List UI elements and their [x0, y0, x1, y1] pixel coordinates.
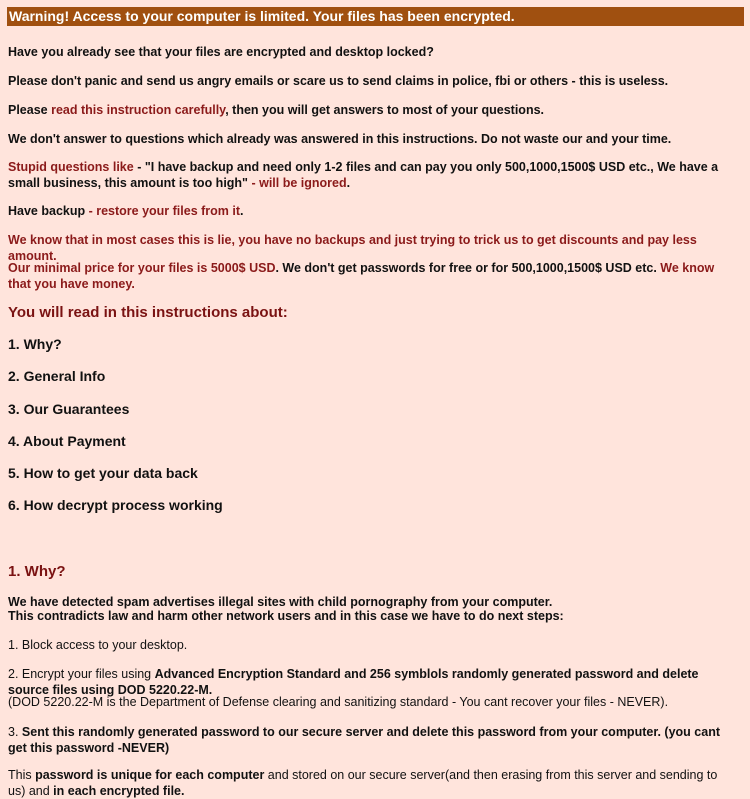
toc-heading: You will read in this instructions about: [8, 304, 288, 321]
why-heading: 1. Why? [8, 563, 66, 580]
text-span: Please [8, 103, 52, 117]
highlight-span: 5000$ USD [210, 261, 276, 275]
why-step-3 [8, 724, 738, 756]
toc-item-payment: 4. About Payment [8, 433, 126, 449]
highlight-span: read this instruction carefully [51, 103, 226, 117]
intro-paragraph-2: Please don't panic and send us angry emails or scare us to send claims in police, fbi or others - this is useless. [8, 74, 669, 88]
why-password-info [8, 767, 738, 799]
text-span: in each encrypted file. [53, 784, 185, 798]
highlight-span: - will be ignored [251, 176, 347, 190]
why-line-1: We have detected spam advertises illegal sites with child pornography from your computer. [8, 595, 553, 609]
text-span: . [346, 176, 351, 190]
text-span: 2. Encrypt your files using [8, 667, 155, 681]
intro-paragraph-3 [8, 102, 738, 118]
text-span: password is unique for each computer [35, 768, 265, 782]
intro-paragraph-4: We don't answer to questions which already was answered in this instructions. Do not waste our and your time. [8, 132, 672, 146]
highlight-span: Our minimal price for your files is [8, 261, 211, 275]
intro-paragraph-7: We know that in most cases this is lie, you have no backups and just trying to trick us to get discounts and pay less amount. [8, 233, 697, 263]
toc-item-data-back: 5. How to get your data back [8, 465, 198, 481]
text-span: and stored on our secure server(and then erasing from this server and sending to us) and [8, 768, 718, 798]
why-line-2: This contradicts law and harm other network users and in this case we have to do next steps: [8, 609, 564, 623]
intro-paragraph-1: Have you already see that your files are encrypted and desktop locked? [8, 45, 434, 59]
intro-paragraph-5 [8, 159, 738, 191]
text-span: Advanced Encryption Standard and 256 symblols randomly generated password and delete source files using DOD 5220.22-M. [8, 667, 699, 697]
intro-paragraph-8 [8, 260, 738, 292]
toc-item-why: 1. Why? [8, 336, 62, 352]
warning-banner: Warning! Access to your computer is limited. Your files has been encrypted. [7, 7, 744, 26]
text-span: - "I have backup and need only 1-2 files and can pay you only 500,1000,1500$ USD etc., We have a small business, this amount is too high" [8, 160, 719, 190]
toc-item-general-info: 2. General Info [8, 368, 106, 384]
intro-paragraph-6 [8, 203, 738, 219]
why-step-1: 1. Block access to your desktop. [8, 638, 188, 652]
text-span: Sent this randomly generated password to our secure server and delete this password from your computer. (you cant get this password -NEVER) [8, 725, 720, 755]
why-step-2-note: (DOD 5220.22-M is the Department of Defense clearing and sanitizing standard - You cant recover your files - NEVER). [8, 695, 669, 709]
text-span: Have backup [8, 204, 89, 218]
text-span: . [240, 204, 244, 218]
toc-item-decrypt-process: 6. How decrypt process working [8, 497, 223, 513]
highlight-span: - restore your files from it [88, 204, 241, 218]
text-span: . We don't get passwords for free or for 500,1000,1500$ USD etc. [275, 261, 661, 275]
toc-item-guarantees: 3. Our Guarantees [8, 401, 130, 417]
highlight-span: We know that you have money. [8, 261, 715, 291]
highlight-span: Stupid questions like [8, 160, 134, 174]
text-span: , then you will get answers to most of your questions. [225, 103, 545, 117]
text-span: This [8, 768, 36, 782]
text-span: 3. [8, 725, 22, 739]
